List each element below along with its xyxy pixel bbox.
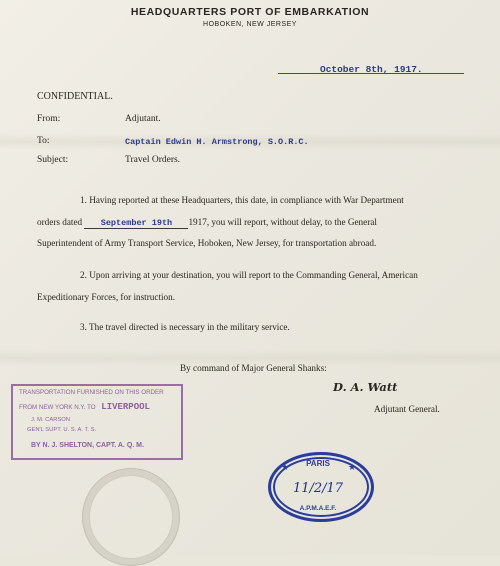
oval-stamp-bottom-text: A.P.M.A.E.F. [299,505,337,512]
embossed-seal [82,468,180,566]
paragraph-3-line-1: 3. The travel directed is necessary in the military service. [80,322,290,332]
orders-dated-text: orders dated [37,217,83,227]
signatory-title: Adjutant General. [374,404,440,414]
by-command-line: By command of Major General Shanks: [180,363,327,373]
from-label: From: [37,114,61,124]
letterhead-location: HOBOKEN, NEW JERSEY [203,21,297,28]
classification-label: CONFIDENTIAL. [37,91,113,102]
document-date: October 8th, 1917. [320,64,423,75]
stamp-line-4: GEN'L SUPT. U. S. A. T. S. [27,427,97,433]
orders-rest-text: 1917, you will report, without delay, to the General [188,217,377,227]
stamp-line-2 [19,402,150,412]
from-value: Adjutant. [125,114,161,124]
oval-stamp-date: 11/2/17 [292,481,344,496]
oval-stamp-top-text: PARIS [306,459,330,468]
adjutant-signature: D. A. Watt [333,380,398,394]
subject-value: Travel Orders. [125,155,181,165]
paragraph-2-line-2: Expeditionary Forces, for instruction. [37,292,176,302]
letterhead-title: HEADQUARTERS PORT OF EMBARKATION [130,6,370,18]
star-icon: ★ [348,462,357,472]
paragraph-2-line-1: 2. Upon arriving at your destination, you will report to the Commanding General, American [80,270,418,280]
to-label: To: [37,136,50,146]
stamp-line-1: TRANSPORTATION FURNISHED ON THIS ORDER [19,389,164,396]
stamp-route-prefix: FROM NEW YORK N.Y. TO [19,404,96,411]
stamp-line-5: BY N. J. SHELTON, CAPT. A. Q. M. [31,442,144,449]
star-icon: ★ [281,462,290,472]
subject-label: Subject: [37,155,69,165]
oval-ink-stamp [268,452,374,522]
stamp-line-3: J. M. CARSON [31,417,70,423]
to-value: Captain Edwin H. Armstrong, S.O.R.C. [125,137,309,147]
stamp-destination: LIVERPOOL [101,402,150,412]
paragraph-1-line-1: 1. Having reported at these Headquarters, this date, in compliance with War Department [80,195,404,205]
transportation-stamp [11,384,183,460]
orders-date-value: September 19th [100,218,173,228]
paragraph-1-line-2 [37,217,377,229]
orders-date-fill [84,217,188,229]
oval-stamp-graphic [268,452,368,516]
paragraph-1-line-3: Superintendent of Army Transport Service, Hoboken, New Jersey, for transportation abroad. [37,238,377,248]
